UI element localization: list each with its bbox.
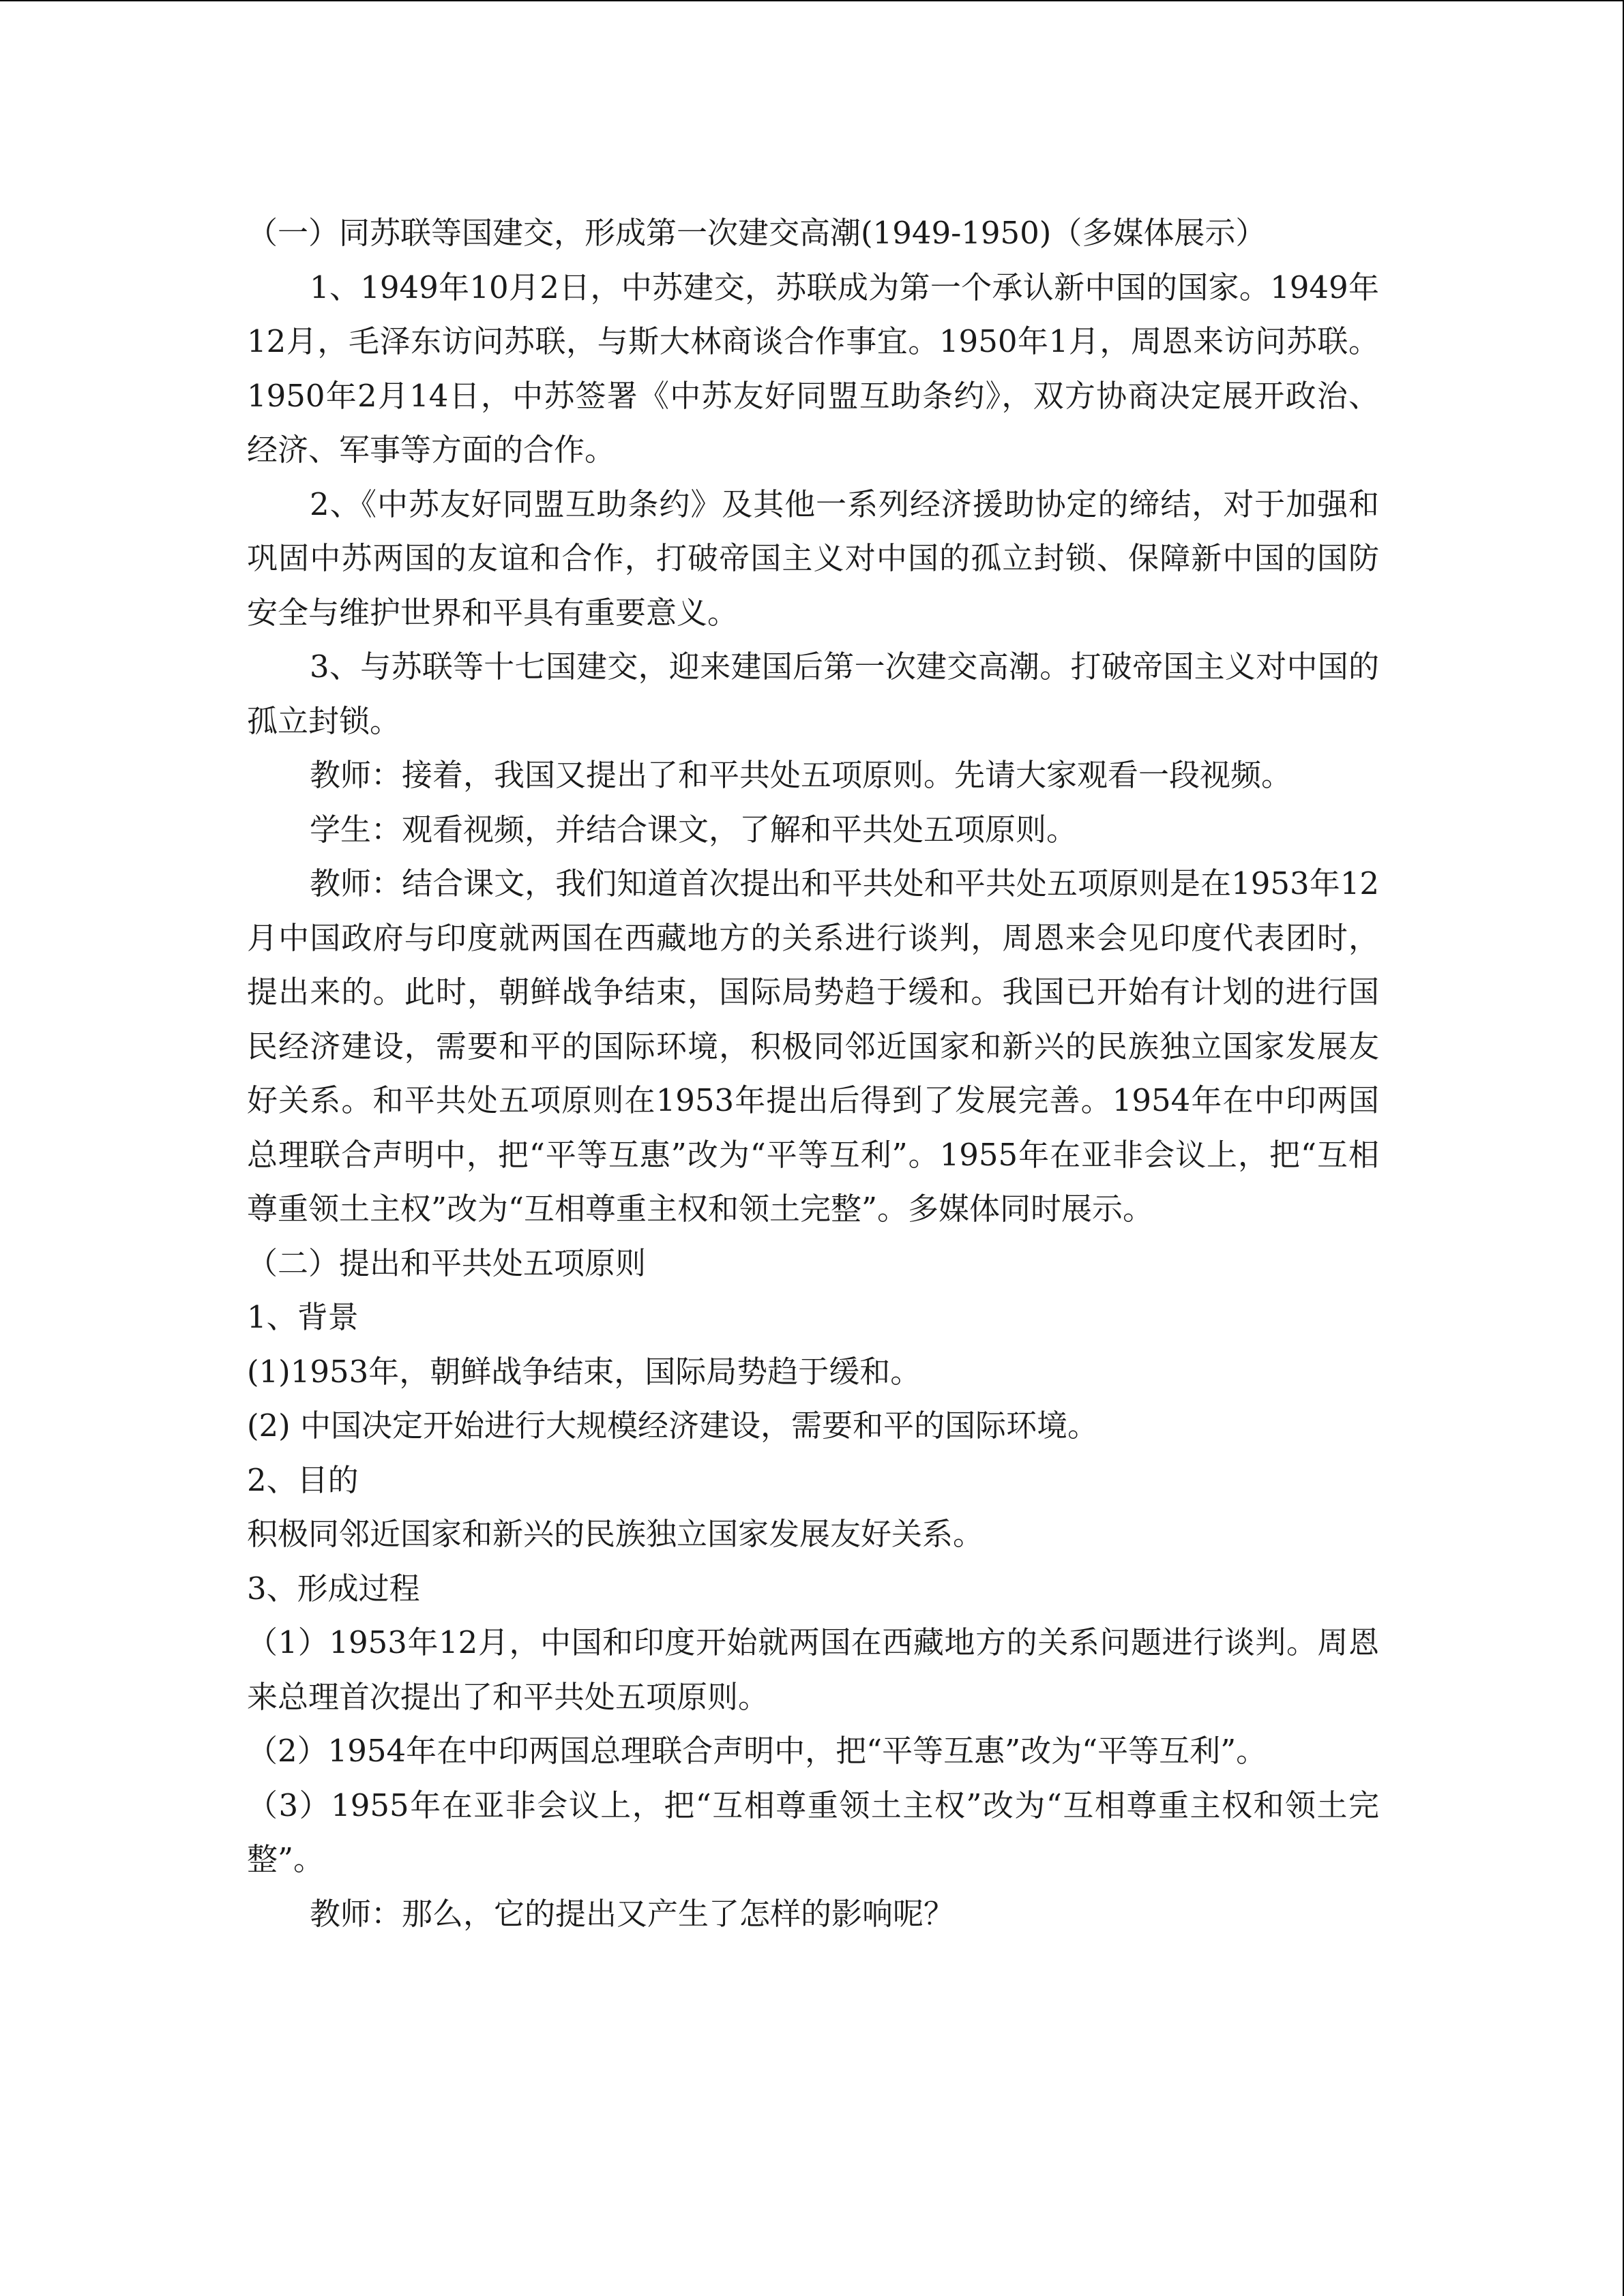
- paragraph-3: 3、与苏联等十七国建交，迎来建国后第一次建交高潮。打破帝国主义对中国的孤立封锁。: [247, 648, 1379, 739]
- subheading-process: 3、形成过程: [247, 1570, 420, 1607]
- process-item-2: （2）1954年在中印两国总理联合声明中，把“平等互惠”改为“平等互利”。: [247, 1733, 1267, 1769]
- subheading-background: 1、背景: [247, 1299, 359, 1335]
- section-heading-2: （二）提出和平共处五项原则: [247, 1244, 647, 1281]
- process-item-1: （1）1953年12月，中国和印度开始就两国在西藏地方的关系问题进行谈判。周恩来总理首次提出了和平共处五项原则。: [247, 1624, 1379, 1715]
- teacher-line-1: 教师：接着，我国又提出了和平共处五项原则。先请大家观看一段视频。: [310, 757, 1293, 793]
- process-item-3: （3）1955年在亚非会议上，把“互相尊重领土主权”改为“互相尊重主权和领土完整”。: [247, 1787, 1379, 1877]
- teacher-line-3: 教师：那么，它的提出又产生了怎样的影响呢？: [310, 1895, 955, 1932]
- paragraph-1: 1、1949年10月2日，中苏建交，苏联成为第一个承认新中国的国家。1949年12月，毛泽东访问苏联，与斯大林商谈合作事宜。1950年1月，周恩来访问苏联。1950年2月14日，中苏签署《中苏友好同盟互助条约》，双方协商决定展开政治、经济、军事等方面的合作。: [247, 269, 1379, 468]
- background-item-1: (1)1953年，朝鲜战争结束，国际局势趋于缓和。: [247, 1353, 921, 1390]
- section-heading-1: （一）同苏联等国建交，形成第一次建交高潮(1949-1950)（多媒体展示）: [247, 215, 1267, 251]
- paragraph-2: 2、《中苏友好同盟互助条约》及其他一系列经济援助协定的缔结，对于加强和巩固中苏两国的友谊和合作，打破帝国主义对中国的孤立封锁、保障新中国的国防安全与维护世界和平具有重要意义。: [247, 486, 1379, 631]
- purpose-text: 积极同邻近国家和新兴的民族独立国家发展友好关系。: [247, 1516, 984, 1552]
- document-body: [247, 206, 1379, 1941]
- subheading-purpose: 2、目的: [247, 1461, 359, 1498]
- student-line-1: 学生：观看视频，并结合课文，了解和平共处五项原则。: [310, 811, 1078, 848]
- background-item-2: (2) 中国决定开始进行大规模经济建设，需要和平的国际环境。: [247, 1407, 1099, 1444]
- teacher-line-2: 教师：结合课文，我们知道首次提出和平共处和平共处五项原则是在1953年12月中国政府与印度就两国在西藏地方的关系进行谈判，周恩来会见印度代表团时，提出来的。此时，朝鲜战争结束，国际局势趋于缓和。我国已开始有计划的进行国民经济建设，需要和平的国际环境，积极同邻近国家和新兴的民族独立国家发展友好关系。和平共处五项原则在1953年提出后得到了发展完善。1954年在中印两国总理联合声明中，把“平等互惠”改为“平等互利”。1955年在亚非会议上，把“互相尊重领土主权”改为“互相尊重主权和领土完整”。多媒体同时展示。: [247, 865, 1379, 1227]
